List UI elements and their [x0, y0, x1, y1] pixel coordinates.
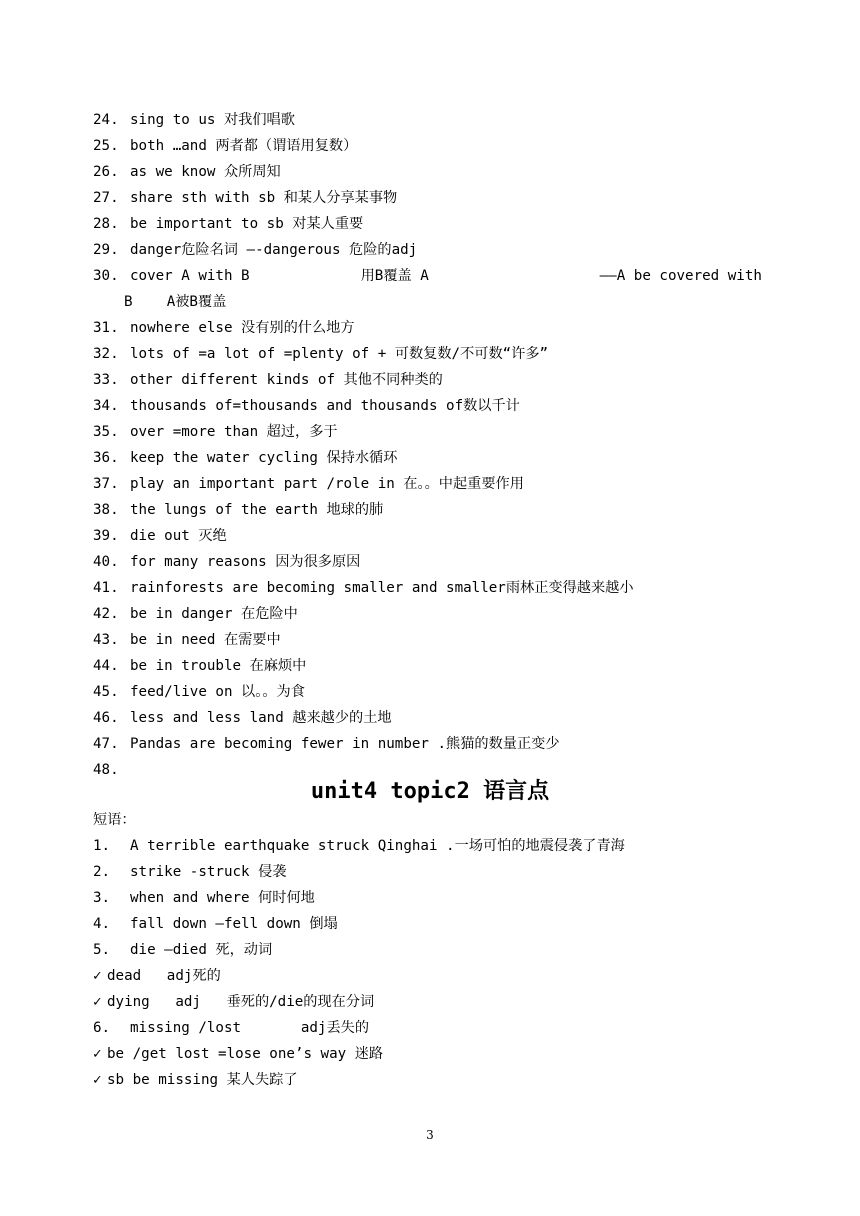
checkmark-item: ✓ sb be missing 某人失踪了 [93, 1067, 793, 1093]
list-item: 29. danger危险名词 —-dangerous 危险的adj [93, 242, 418, 258]
list-item: 33. other different kinds of 其他不同种类的 [93, 372, 443, 388]
list-item: 1. A terrible earthquake struck Qinghai .一场可怕的地震侵袭了青海 [93, 838, 625, 854]
list-item: 39. die out 灭绝 [93, 528, 227, 544]
list-item: 25. both …and 两者都（谓语用复数） [93, 138, 358, 154]
phrases-label: 短语： [93, 812, 136, 828]
checkmark-item: ✓ dying adj 垂死的/die的现在分词 [93, 989, 793, 1015]
phrase-list-unit4-topic1 [93, 107, 793, 783]
list-item: 4. fall down —fell down 倒塌 [93, 916, 338, 932]
list-item: 36. keep the water cycling 保持水循环 [93, 450, 398, 466]
list-item: 45. feed/live on 以。。为食 [93, 684, 305, 700]
page-number: 3 [426, 1128, 434, 1142]
list-item: 43. be in need 在需要中 [93, 632, 281, 648]
list-item: 47. Pandas are becoming fewer in number .熊猫的数量正变少 [93, 736, 560, 752]
list-item: 34. thousands of=thousands and thousands of数以千计 [93, 398, 520, 414]
list-item: 32. lots of =a lot of =plenty of + 可数复数/不可数“许多” [93, 346, 549, 362]
list-item: 48. [93, 762, 119, 778]
phrase-list-unit4-topic2 [93, 807, 793, 1093]
list-item: 6. missing /lost adj丢失的 [93, 1020, 370, 1036]
list-item: 3. when and where 何时何地 [93, 890, 315, 906]
section-title: unit4 topic2 语言点 [310, 779, 550, 804]
list-item: 46. less and less land 越来越少的土地 [93, 710, 392, 726]
checkmark-icon: ✓ [93, 1046, 102, 1062]
list-item: 40. for many reasons 因为很多原因 [93, 554, 361, 570]
list-item: 27. share sth with sb 和某人分享某事物 [93, 190, 398, 206]
checkmark-icon: ✓ [93, 1072, 102, 1088]
list-item: 44. be in trouble 在麻烦中 [93, 658, 307, 674]
list-item: 26. as we know 众所周知 [93, 164, 281, 180]
list-item-continuation: B A被B覆盖 [124, 294, 227, 310]
checkmark-item: ✓ be /get lost =lose one’s way 迷路 [93, 1041, 793, 1067]
list-item: 41. rainforests are becoming smaller and smaller雨林正变得越来越小 [93, 580, 634, 596]
list-item: 37. play an important part /role in 在。。中起重要作用 [93, 476, 524, 492]
list-item: 38. the lungs of the earth 地球的肺 [93, 502, 384, 518]
list-item: 42. be in danger 在危险中 [93, 606, 298, 622]
list-item: 35. over =more than 超过，多于 [93, 424, 338, 440]
list-item: 2. strike -struck 侵袭 [93, 864, 287, 880]
list-item: 28. be important to sb 对某人重要 [93, 216, 364, 232]
checkmark-item: ✓ dead adj死的 [93, 963, 793, 989]
list-item: 24. sing to us 对我们唱歌 [93, 112, 295, 128]
checkmark-icon: ✓ [93, 968, 102, 984]
list-item: 31. nowhere else 没有别的什么地方 [93, 320, 355, 336]
list-item: 5. die —died 死，动词 [93, 942, 273, 958]
list-item: 30. cover A with B 用B覆盖 A ——A be covered with [93, 268, 762, 284]
checkmark-icon: ✓ [93, 994, 102, 1010]
